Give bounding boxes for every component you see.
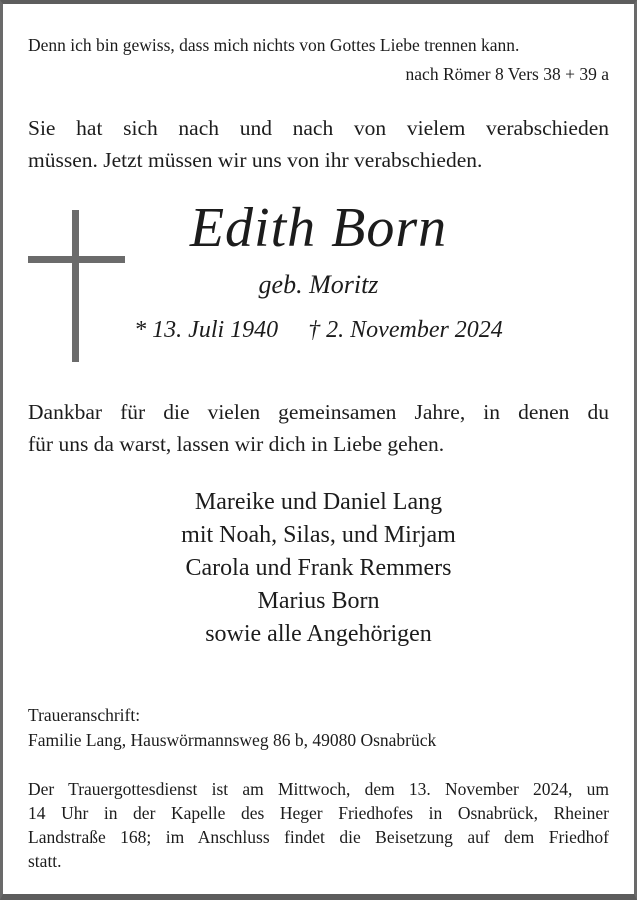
latin-cross-icon [72, 210, 79, 362]
scripture-quote-attribution: nach Römer 8 Vers 38 + 39 a [405, 64, 609, 84]
mourning-address-label: Traueranschrift: [28, 705, 141, 725]
mourning-address [28, 703, 609, 753]
service-line: Der Trauergottesdienst ist am Mittwoch, dem 13. November 2024, um [28, 779, 609, 799]
service-line: Landstraße 168; im Anschluss findet die Beisetzung auf dem Friedhof [28, 827, 609, 847]
life-dates [28, 312, 609, 348]
scripture-quote [28, 33, 609, 86]
thanks-line: für uns da warst, lassen wir dich in Liebe gehen. [28, 432, 445, 456]
scripture-quote-text: Denn ich bin gewiss, dass mich nichts von Gottes Liebe trennen kann. [28, 35, 520, 55]
service-paragraph [28, 777, 609, 873]
intro-line: müssen. Jetzt müssen wir uns von ihr verabschieden. [28, 148, 483, 172]
thanks-paragraph [28, 396, 609, 460]
mourner-line: Mareike und Daniel Lang [194, 489, 443, 515]
mourning-address-value: Familie Lang, Hauswörmannsweg 86 b, 49080 Osnabrück [28, 730, 437, 750]
deceased-header [28, 196, 609, 348]
mourner-line: Carola und Frank Remmers [185, 555, 452, 581]
birth-date: * 13. Juli 1940 [134, 317, 279, 343]
deceased-name: Edith Born [189, 197, 448, 259]
death-date: † 2. November 2024 [308, 317, 503, 343]
maiden-name: geb. Moritz [258, 270, 379, 299]
mourners-list [28, 486, 609, 651]
mourner-line: mit Noah, Silas, und Mirjam [181, 522, 456, 548]
service-line: statt. [28, 851, 62, 871]
mourner-line: sowie alle Angehörigen [205, 621, 432, 647]
latin-cross-icon [28, 256, 125, 263]
intro-paragraph [28, 112, 609, 176]
intro-line: Sie hat sich nach und nach von vielem verabschieden [28, 116, 609, 140]
thanks-line: Dankbar für die vielen gemeinsamen Jahre, in denen du [28, 400, 609, 424]
service-line: 14 Uhr in der Kapelle des Heger Friedhofes in Osnabrück, Rheiner [28, 803, 609, 823]
mourner-line: Marius Born [257, 588, 380, 614]
